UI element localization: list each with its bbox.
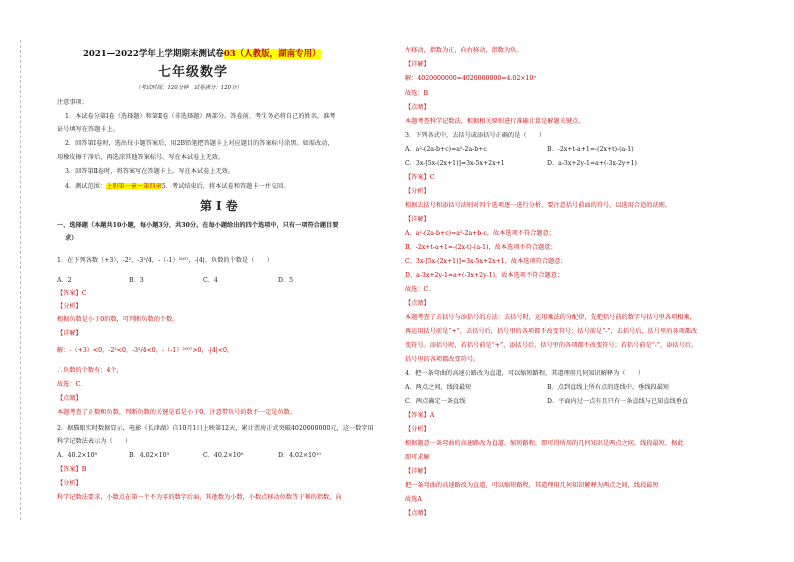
exam-title [83, 49, 321, 60]
q2-comment-label: 【点睛】 [405, 104, 430, 111]
section-desc-2: 求） [65, 235, 78, 242]
note-line-6 [65, 183, 289, 191]
q3-comment-3: 变符号。添括号时，若括号前是“+”，添括号后，括号里的各项都不改变符号；若括号前是“-”，添括号后， [405, 342, 698, 349]
q3-detail-label: 【详解】 [405, 216, 430, 223]
q1-option-c: C．4 [203, 277, 218, 284]
q4-option-c: C．两点确定一条直线 [405, 398, 466, 405]
note-line-5: 3．回答第Ⅱ卷时，将答案写在答题卡上。写在本试卷上无效。 [65, 168, 235, 175]
q3-option-b: B．-2x+t-a+1=-(2x+t)-(a-1) [547, 146, 634, 153]
q4-stem: 4．把一条弯曲的高速公路改为直道，可以缩短路程，其道理用几何知识解释为（ ） [405, 370, 645, 377]
q4-option-a: A．两点之间，线段最短 [405, 384, 472, 391]
q3-stem: 3．下列各式中，去括号或添括号正确的是（ ） [405, 132, 546, 139]
q3-detail-c: C、3x-[5x-(2x+1)]=3x-5x+2x+1，故本选项符合题意； [405, 258, 567, 265]
q3-comment-1: 本题考查了去括号与添括号的方法：去括号时，运用乘法的分配律，先把括号前的数字与括号里各项相乘， [405, 314, 696, 321]
q2-option-b: B．4.02×10⁹ [129, 452, 170, 459]
q3-detail-d: D、a-3x+2y-1=a+(-3x+2y-1)，故本选项不符合题意； [405, 272, 564, 279]
q3-option-d: D．a-3x+2y-1=a+(-3x-2y+1) [547, 160, 637, 167]
q2-option-c: C．40.2×10⁹ [203, 452, 244, 459]
q4-detail-label: 【详解】 [405, 468, 430, 475]
q1-option-a: A．2 [57, 277, 72, 284]
q1-detail-3: 故选：C． [57, 381, 87, 388]
q4-option-d: D．平面内过一点有且只有一条直线与已知直线垂直 [547, 398, 689, 405]
section-title: 第Ⅰ卷 [200, 199, 242, 213]
note-line-4: 用橡皮擦干净后，再选涂其他答案标号。写在本试卷上无效。 [57, 154, 225, 161]
q4-answer: 【答案】A [405, 412, 435, 419]
q1-detail-label: 【详解】 [57, 330, 82, 337]
q2-comment: 本题考查科学记数法，根据相关原则进行准确计算是解题关键点。 [405, 118, 585, 125]
q1-comment: 本题考查了正数和负数，判断负数的关键是看是小于0，注意带负号的数不一定是负数。 [57, 409, 297, 416]
section-desc-1: 一、选择题（本题共10小题，每小题3分，共30分。在每小题给出的四个选项中，只有一项符合题目要 [57, 222, 339, 229]
q3-comment-4: 括号里的各项都改变符号。 [405, 356, 480, 363]
q1-stem: 1．在下列各数（+3），-2²，-3²/4，-（-1）²⁰⁰⁷，-|4|，负数的个数是（ ） [57, 257, 273, 264]
q4-analysis-label: 【分析】 [405, 426, 430, 433]
q1-detail: 解：-（+3）<0，-2²<0，-3²/4<0，-（-1）²⁰⁰⁷>0，-|4|<0， [57, 347, 234, 354]
q4-comment-label: 【点睛】 [405, 510, 430, 517]
q2-detail: 解：4020000000=4020000000=4.02×10⁹ [405, 75, 536, 82]
test-scope-label: 4．测试范围： [65, 183, 107, 190]
q2-analysis: 科学记数法要求，小数点在第一个不为零的数字后面，其他数为小数，小数点移动位数等于幂的指数，向 [57, 494, 342, 501]
exam-info: （考试时间：120分钟 试卷满分：120分） [135, 85, 242, 91]
q3-comment-2: 再运用括号前是“+”，去括号后，括号里的各项都不改变符号；括号前是“-”，去括号后，括号里的各项都改 [405, 328, 698, 335]
q2-analysis-label: 【分析】 [57, 480, 82, 487]
q2-choice: 故选：B [405, 90, 429, 97]
q3-detail-a: A、a²-(2a-b+c)=a²-2a+b-c，故本选项不符合题意； [405, 230, 555, 237]
q2-option-a: A．40.2×10⁸ [57, 452, 97, 459]
q4-analysis-1: 根据题意一条弯曲的高速路改为直道，缩短路程，即可得所用的几何知识是两点之间，线段最短，据此 [405, 440, 684, 447]
q1-comment-label: 【点睛】 [57, 395, 82, 402]
q2-stem: 2．据猫眼实时数据显示，电影《长津湖》自10月1日上映第12天，累计票房正式突破4020000000元，这一数字用 [57, 425, 374, 432]
note-line-3: 2．回答第Ⅰ卷时，选出每小题答案后，用2B铅笔把答题卡上对应题目的答案标号涂黑。如需改动， [65, 140, 334, 147]
exam-title-prefix: 2021—2022学年上学期期末测试卷 [83, 49, 224, 59]
q3-option-a: A．a²-(2a-b+c)=a²-2a-b+c [405, 146, 487, 153]
q1-detail-2: ∴负数的个数有：4个， [57, 367, 123, 374]
notes-heading: 注意事项： [57, 99, 88, 106]
q3-detail-b: B、-2x+t-a+1=-(2x-t)-(a-1)，故本选项不符合题意； [405, 244, 557, 251]
q3-analysis: 根据去括号和添括号法则对四个选项逐一进行分析，要注意括号前面的符号，以选用合适的法则。 [405, 202, 672, 209]
q4-analysis-2: 即可求解 [405, 454, 430, 461]
q1-answer: 【答案】C [57, 290, 87, 297]
q1-option-b: B．3 [129, 277, 144, 284]
subject-title: 七年级数学 [158, 65, 229, 80]
note-line-7: 5．考试结束后，将本试卷和答题卡一并交回。 [161, 183, 290, 190]
q3-choice: 故选：C． [405, 286, 435, 293]
note-line-2: 证号填写在答题卡上。 [57, 126, 119, 133]
q2-option-d: D．4.02×10¹⁰ [278, 452, 321, 459]
q3-comment-label: 【点睛】 [405, 300, 430, 307]
q4-option-b: B．点到直线上所有点的连线中，垂线段最短 [547, 384, 670, 391]
binding-line [20, 40, 21, 520]
q2-answer: 【答案】B [57, 466, 87, 473]
q3-answer: 【答案】C [405, 174, 435, 181]
q1-analysis: 根据负数是小于0的数，可判断负数的个数。 [57, 316, 179, 323]
q2-analysis-cont: 左移动，指数为正，向右移动，指数为负。 [405, 47, 523, 54]
q3-analysis-label: 【分析】 [405, 188, 430, 195]
q2-stem-2: 科学记数法表示为（ ） [57, 438, 132, 445]
q4-detail: 把一条弯曲的高速路改为直道，可以缩短路程，其道理用几何知识解释为两点之间，线段最短 [405, 482, 659, 489]
q3-option-c: C．3x-[5x-(2x+1)]=3x-5x+2x+1 [405, 160, 505, 167]
test-scope-value: 上册第一章～第四章 [106, 183, 162, 190]
q2-detail-label: 【详解】 [405, 61, 430, 68]
q1-option-d: D．5 [278, 277, 294, 284]
q1-analysis-label: 【分析】 [57, 303, 82, 310]
q4-choice: 故选A [405, 496, 422, 503]
note-line-1: 1．本试卷分第Ⅰ卷（选择题）和第Ⅱ卷（非选择题）两部分。答卷前，考生务必将自己的姓名、准考 [65, 113, 336, 120]
exam-title-badge: 03（人教版，湖南专用） [223, 49, 321, 59]
